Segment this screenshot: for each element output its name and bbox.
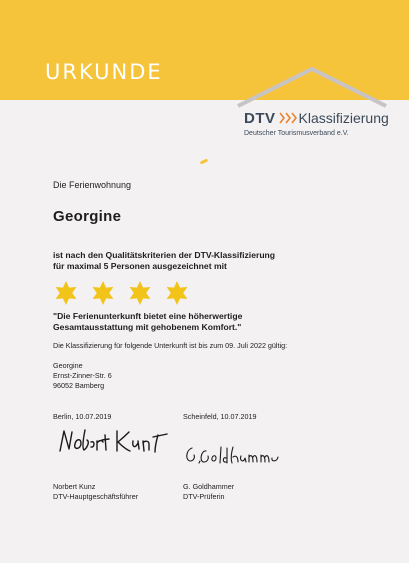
house-roof-icon (236, 66, 388, 108)
signature-g-goldhammer (183, 442, 279, 468)
right-place-date: Scheinfeld, 10.07.2019 (183, 412, 257, 421)
accommodation-type: Die Ferienwohnung (53, 180, 132, 190)
signer-name: Norbert Kunz (53, 482, 96, 491)
star-icon (93, 281, 114, 305)
left-signer (53, 482, 138, 502)
logo-dtv-text: DTV (244, 110, 276, 127)
accommodation-name: Georgine (53, 208, 122, 225)
star-icon (56, 281, 77, 305)
signature-norbert-kunz (57, 424, 169, 456)
star-icon (167, 281, 188, 305)
left-place-date: Berlin, 10.07.2019 (53, 412, 112, 421)
criteria-line: für maximal 5 Personen ausgezeichnet mit (53, 261, 227, 271)
quote-line: "Die Ferienunterkunft bietet eine höherwertige (53, 311, 243, 321)
logo-organization: Deutscher Tourismusverband e.V. (244, 130, 349, 137)
criteria-line: ist nach den Qualitätskriterien der DTV-Klassifizierung (53, 250, 276, 260)
decorative-speck (200, 158, 209, 164)
address-block (53, 361, 112, 391)
star-icon (130, 281, 151, 305)
chevron-arrows-icon (279, 112, 297, 124)
quote-line: Gesamtausstattung mit gehobenem Komfort." (53, 322, 242, 332)
signer-role: DTV-Prüferin (183, 492, 225, 501)
banner-title: URKUNDE (45, 60, 163, 84)
right-signer (183, 482, 234, 502)
criteria-text (53, 250, 275, 272)
address-line: Georgine (53, 361, 83, 370)
dtv-logo (236, 104, 396, 144)
rating-quote (53, 311, 242, 333)
validity-text: Die Klassifizierung für folgende Unterkunft ist bis zum 09. Juli 2022 gültig: (53, 341, 288, 350)
address-line: 96052 Bamberg (53, 381, 105, 390)
signer-role: DTV-Hauptgeschäftsführer (53, 492, 139, 501)
star-rating (53, 280, 193, 306)
signer-name: G. Goldhammer (183, 482, 235, 491)
address-line: Ernst-Zinner-Str. 6 (53, 371, 112, 380)
logo-klassifizierung-text: Klassifizierung (298, 110, 389, 126)
